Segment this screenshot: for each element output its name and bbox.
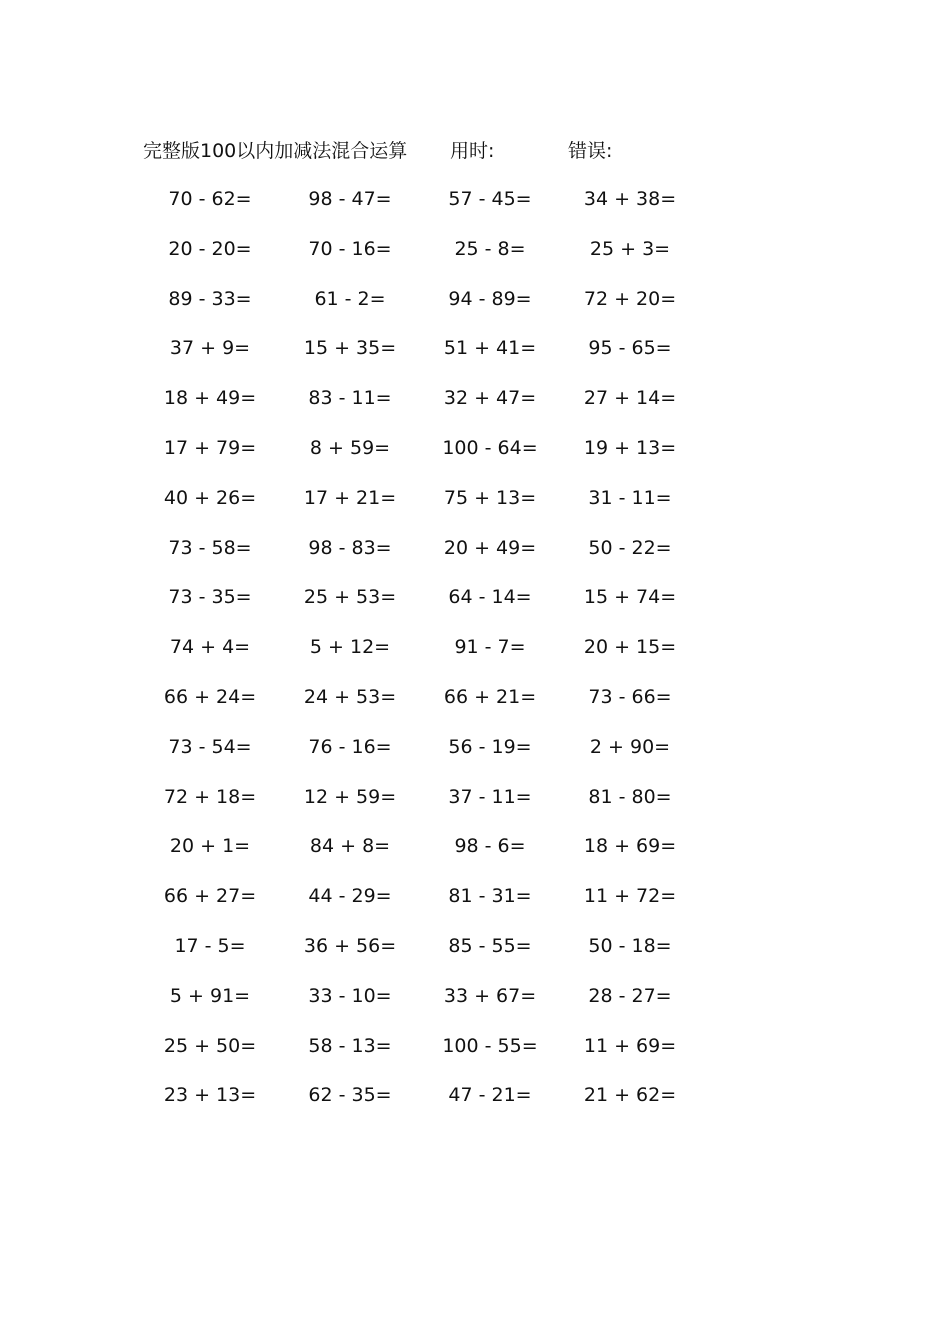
- math-problem: 66 + 27=: [163, 885, 257, 908]
- math-problem: 32 + 47=: [443, 387, 537, 410]
- math-problem: 66 + 24=: [163, 685, 257, 708]
- math-problem: 20 + 49=: [443, 536, 537, 559]
- problem-row: [140, 582, 700, 632]
- math-problem: 58 - 13=: [308, 1034, 392, 1057]
- problem-row: [140, 881, 700, 931]
- math-problem: 15 + 35=: [303, 337, 397, 360]
- math-problem: 5 + 91=: [169, 984, 251, 1007]
- math-problem: 94 - 89=: [448, 287, 532, 310]
- problem-row: [140, 782, 700, 832]
- math-problem: 33 - 10=: [308, 984, 392, 1007]
- math-problem: 24 + 53=: [303, 685, 397, 708]
- math-problem: 73 - 54=: [168, 735, 252, 758]
- math-problem: 70 - 62=: [168, 188, 252, 210]
- math-problem: 34 + 38=: [583, 188, 677, 210]
- math-problem: 62 - 35=: [308, 1084, 392, 1107]
- math-problem: 100 - 55=: [442, 1034, 538, 1057]
- problem-row: [140, 831, 700, 881]
- math-problem: 84 + 8=: [309, 835, 391, 858]
- math-problem: 44 - 29=: [308, 885, 392, 908]
- math-problem: 17 + 79=: [163, 436, 257, 459]
- math-problem: 33 + 67=: [443, 984, 537, 1007]
- math-problem: 72 + 18=: [163, 785, 257, 808]
- math-problem: 50 - 18=: [588, 934, 672, 957]
- math-problem: 75 + 13=: [443, 486, 537, 509]
- math-problem: 17 - 5=: [174, 934, 246, 957]
- problem-row: [140, 931, 700, 981]
- problem-row: [140, 433, 700, 483]
- math-problem: 91 - 7=: [454, 636, 526, 659]
- math-problem: 25 + 3=: [589, 237, 671, 260]
- math-problem: 12 + 59=: [303, 785, 397, 808]
- math-problem: 61 - 2=: [314, 287, 386, 310]
- math-problem: 95 - 65=: [588, 337, 672, 360]
- math-problem: 74 + 4=: [169, 636, 251, 659]
- time-used-label: 用时:: [450, 140, 495, 162]
- math-problem: 20 + 1=: [169, 835, 251, 858]
- math-problem: 81 - 31=: [448, 885, 532, 908]
- math-problem: 98 - 6=: [454, 835, 526, 858]
- problem-row: [140, 284, 700, 334]
- problem-row: [140, 483, 700, 533]
- math-problem: 20 - 20=: [168, 237, 252, 260]
- problem-row: [140, 981, 700, 1031]
- problem-row: [140, 682, 700, 732]
- math-problem: 21 + 62=: [583, 1084, 677, 1107]
- error-count-label: 错误:: [568, 140, 613, 162]
- math-problem: 2 + 90=: [589, 735, 671, 758]
- worksheet-title: 完整版100以内加减法混合运算: [143, 140, 408, 162]
- math-problem: 73 - 66=: [588, 685, 672, 708]
- math-problem: 11 + 72=: [583, 885, 677, 908]
- math-problem: 64 - 14=: [448, 586, 532, 609]
- math-problem: 15 + 74=: [583, 586, 677, 609]
- math-problem: 17 + 21=: [303, 486, 397, 509]
- math-problem: 25 - 8=: [454, 237, 526, 260]
- math-problem: 50 - 22=: [588, 536, 672, 559]
- problem-row: [140, 732, 700, 782]
- math-problem: 25 + 53=: [303, 586, 397, 609]
- problem-row: [140, 383, 700, 433]
- math-problem: 8 + 59=: [309, 436, 391, 459]
- problem-row: [140, 533, 700, 583]
- math-problem: 5 + 12=: [309, 636, 391, 659]
- math-problem: 73 - 35=: [168, 586, 252, 609]
- math-problem: 47 - 21=: [448, 1084, 532, 1107]
- problem-row: [140, 184, 700, 234]
- problem-row: [140, 234, 700, 284]
- math-problem: 73 - 58=: [168, 536, 252, 559]
- math-problem: 37 + 9=: [169, 337, 251, 360]
- math-problem: 25 + 50=: [163, 1034, 257, 1057]
- math-problem: 20 + 15=: [583, 636, 677, 659]
- math-problem: 56 - 19=: [448, 735, 532, 758]
- math-problem: 98 - 47=: [308, 188, 392, 210]
- math-problem: 18 + 69=: [583, 835, 677, 858]
- problem-row: [140, 1080, 700, 1130]
- worksheet-header: [0, 136, 950, 166]
- problem-grid: [140, 184, 700, 1130]
- math-problem: 51 + 41=: [443, 337, 537, 360]
- math-problem: 70 - 16=: [308, 237, 392, 260]
- math-problem: 57 - 45=: [448, 188, 532, 210]
- problem-row: [140, 1031, 700, 1081]
- math-problem: 36 + 56=: [303, 934, 397, 957]
- math-problem: 66 + 21=: [443, 685, 537, 708]
- math-problem: 18 + 49=: [163, 387, 257, 410]
- math-problem: 100 - 64=: [442, 436, 538, 459]
- problem-row: [140, 632, 700, 682]
- math-problem: 27 + 14=: [583, 387, 677, 410]
- math-problem: 83 - 11=: [308, 387, 392, 410]
- math-problem: 89 - 33=: [168, 287, 252, 310]
- math-problem: 31 - 11=: [588, 486, 672, 509]
- math-problem: 28 - 27=: [588, 984, 672, 1007]
- math-problem: 72 + 20=: [583, 287, 677, 310]
- math-problem: 98 - 83=: [308, 536, 392, 559]
- math-problem: 81 - 80=: [588, 785, 672, 808]
- math-problem: 11 + 69=: [583, 1034, 677, 1057]
- math-problem: 19 + 13=: [583, 436, 677, 459]
- math-problem: 85 - 55=: [448, 934, 532, 957]
- problem-row: [140, 333, 700, 383]
- math-problem: 76 - 16=: [308, 735, 392, 758]
- math-problem: 37 - 11=: [448, 785, 532, 808]
- math-problem: 40 + 26=: [163, 486, 257, 509]
- math-problem: 23 + 13=: [163, 1084, 257, 1107]
